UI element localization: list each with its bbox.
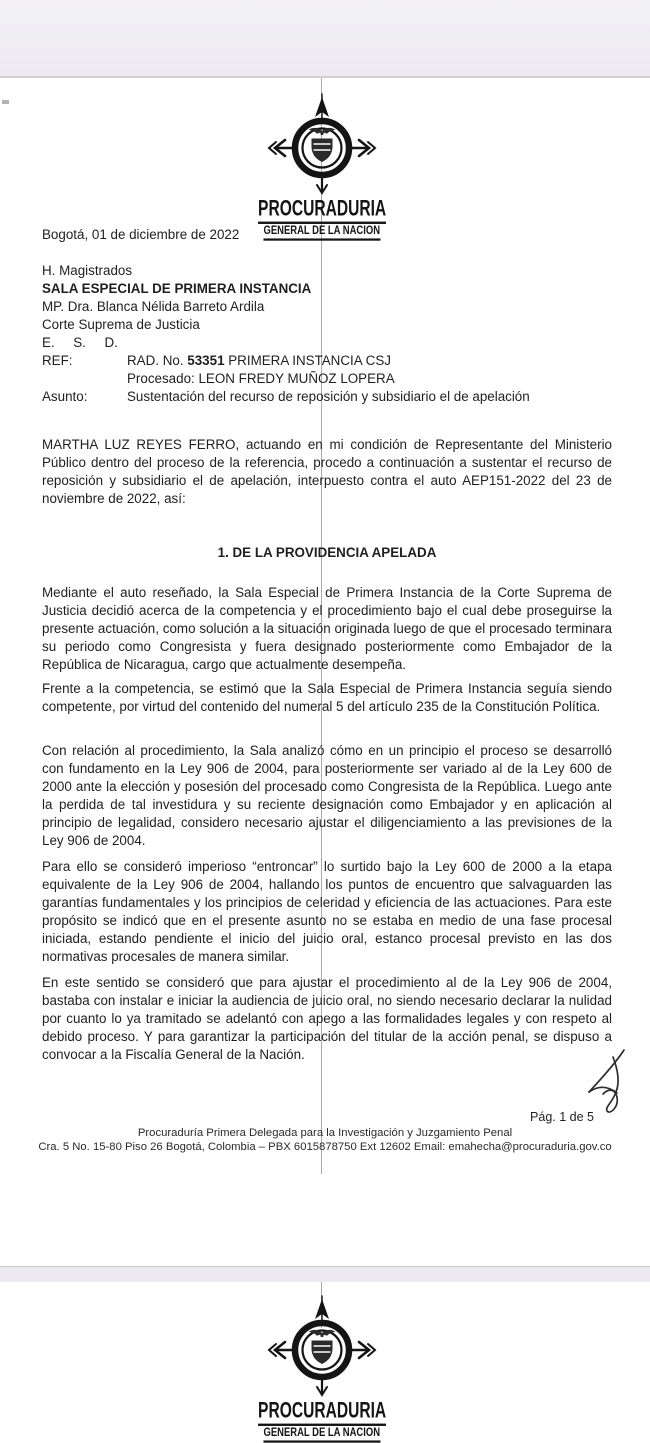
footer-line-2: Cra. 5 No. 15-80 Piso 26 Bogotá, Colombia – PBX 6015878750 Ext 12602 Email: emahecha@procuraduria.gov.co: [38, 1141, 612, 1153]
body-paragraph-1: Mediante el auto reseñado, la Sala Especial de Primera Instancia de la Corte Suprema de Justicia decidió acerca de la competencia y el procedimiento bajo el cual debe proseguirse la presente actuación, como solución a la situación originada luego de que el procesado terminara su periodo como Congresista y fuera designado posteriormente como Embajador de la República de Nicaragua, cargo que actualmente desempeña.: [42, 585, 612, 672]
seal-org-subname: GENERAL DE LA NACION: [264, 1427, 381, 1443]
page-footer: [0, 1126, 650, 1154]
ref-label: REF:: [42, 353, 73, 368]
recipient-magistrate: MP. Dra. Blanca Nélida Barreto Ardila: [42, 299, 265, 314]
footer-line-1: Procuraduría Primera Delegada para la Investigación y Juzgamiento Penal: [137, 1127, 513, 1139]
procuraduria-seal-icon: [0, 1296, 644, 1400]
recipient-block: [42, 262, 612, 352]
viewer-page-separator-band: [0, 1266, 650, 1283]
ref-rad-prefix: RAD. No.: [127, 353, 188, 368]
reference-block: [42, 352, 612, 406]
asunto-label: Asunto:: [42, 389, 88, 404]
letterhead-page2: [0, 1296, 644, 1441]
ref-rad-number: 53351: [187, 353, 225, 368]
page-indicator: Pág. 1 de 5: [530, 1110, 594, 1124]
recipient-court: Corte Suprema de Justicia: [42, 317, 200, 332]
ref-rad-suffix: PRIMERA INSTANCIA CSJ: [224, 353, 391, 368]
ref-label-spacer: [42, 370, 127, 388]
recipient-title: H. Magistrados: [42, 263, 133, 278]
recipient-esd: E. S. D.: [42, 335, 118, 350]
letterhead: [0, 94, 644, 239]
document-page-1: [0, 78, 650, 1266]
body-paragraph-4: Para ello se consideró imperioso “entroncar” lo surtido bajo la Ley 600 de 2000 a la etapa equivalente de la Ley 906 de 2004, hallando los puntos de encuentro que salvaguarden las garantías fundamentales y los principios de celeridad y eficiencia de las actuaciones. Para este propósito se indicó que en el presente asunto no se estaba en medio de una fase procesal iniciada, estando pendiente el inicio del juicio oral, estanco procesal previsto en las dos normativas procesales de manera similar.: [42, 859, 612, 964]
section-heading: 1. DE LA PROVIDENCIA APELADA: [217, 545, 437, 560]
asunto-value: Sustentación del recurso de reposición y subsidiario el de apelación: [127, 389, 530, 404]
seal-org-name: PROCURADURIA: [258, 198, 386, 224]
recipient-chamber: SALA ESPECIAL DE PRIMERA INSTANCIA: [42, 281, 312, 296]
document-page-2: [0, 1282, 650, 1440]
date-line: Bogotá, 01 de diciembre de 2022: [42, 227, 240, 242]
ref-procesado: Procesado: LEON FREDY MUÑOZ LOPERA: [127, 371, 395, 386]
body-paragraph-2: Frente a la competencia, se estimó que la Sala Especial de Primera Instancia seguía siendo competente, por virtud del contenido del numeral 5 del artículo 235 de la Constitución Política.: [42, 681, 612, 714]
body-paragraph-3: Con relación al procedimiento, la Sala analizó cómo en un principio el proceso se desarrolló con fundamento en la Ley 906 de 2004, para posteriormente ser variado al de la Ley 600 de 2000 ante la elección y posesión del procesado como Congresista de la República. Luego ante la perdida de tal investidura y su reciente designación como Embajador y en aplicación al principio de legalidad, considero necesario ajustar el diligenciamiento a las previsiones de la Ley 906 de 2004.: [42, 743, 612, 848]
procuraduria-seal-icon: [0, 94, 644, 198]
signature-flourish-icon: [584, 1048, 632, 1114]
body-paragraph-5: En este sentido se consideró que para ajustar el procedimiento al de la Ley 906 de 2004, bastaba con instalar e iniciar la audiencia de juicio oral, no siendo necesario declarar la nulidad por cuanto lo ya tramitado se adelantó con apego a las formalidades legales y con respeto al debido proceso. Y para garantizar la participación del titular de la acción penal, se dispuso a convocar a la Fiscalía General de la Nación.: [42, 975, 612, 1062]
seal-org-subname: GENERAL DE LA NACION: [264, 225, 381, 241]
ref-value: [127, 352, 612, 370]
seal-org-name: PROCURADURIA: [258, 1400, 386, 1426]
viewer-top-band: [0, 0, 650, 78]
intro-paragraph: MARTHA LUZ REYES FERRO, actuando en mi condición de Representante del Ministerio Público dentro del proceso de la referencia, procedo a continuación a sustentar el recurso de reposición y subsidiario el de apelación, interpuesto contra el auto AEP151-2022 del 23 de noviembre de 2022, así:: [42, 437, 612, 506]
